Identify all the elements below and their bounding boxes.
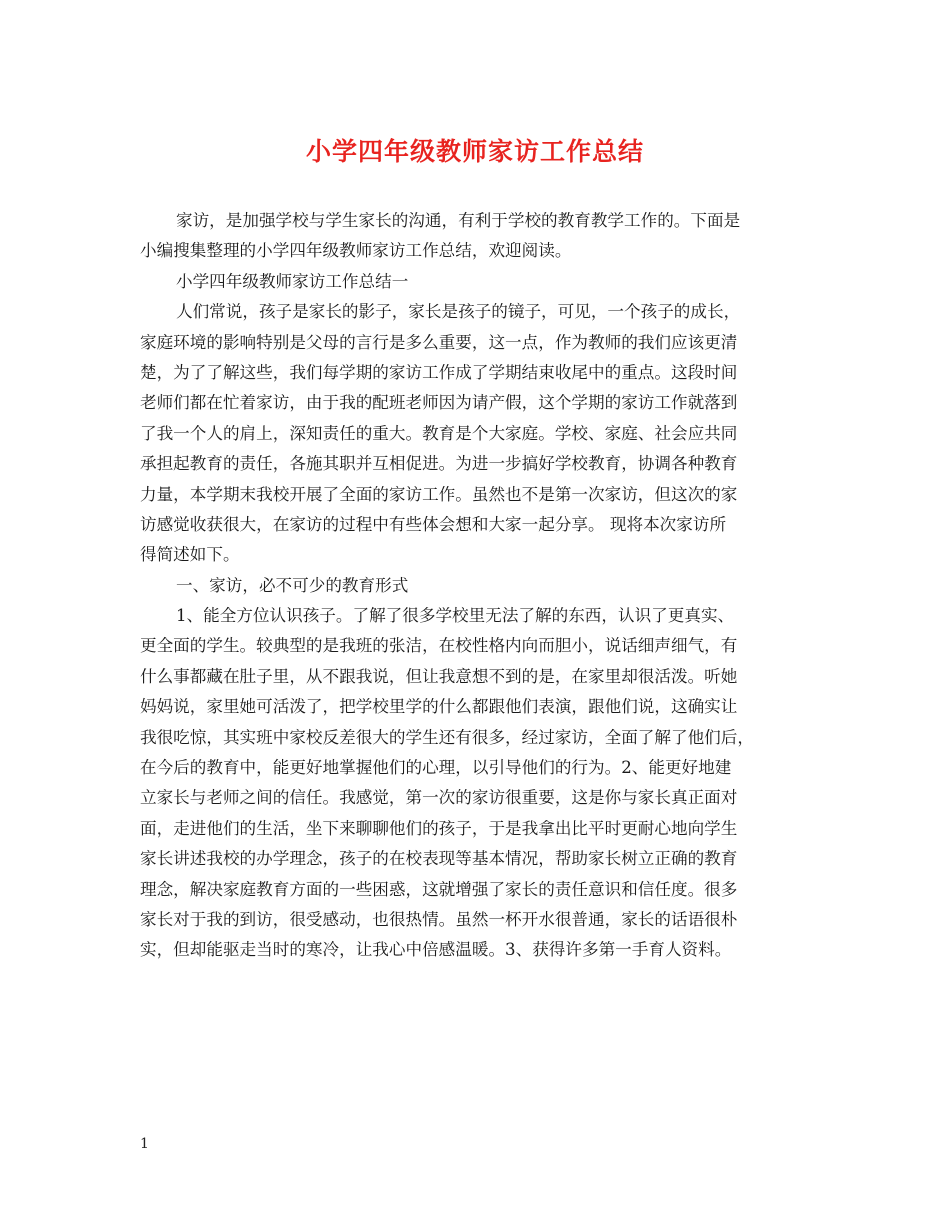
text-line: 我很吃惊，其实班中家校反差很大的学生还有很多，经过家访，全面了解了他们后， — [140, 727, 754, 747]
text-line: 1、能全方位认识孩子。了解了很多学校里无法了解的东西，认识了更真实、 — [176, 606, 735, 626]
text-line: 立家长与老师之间的信任。我感觉，第一次的家访很重要，这是你与家长真正面对 — [140, 788, 738, 808]
text-line: 小编搜集整理的小学四年级教师家访工作总结，欢迎阅读。 — [140, 241, 572, 261]
text-line: 了我一个人的肩上，深知责任的重大。教育是个大家庭。学校、家庭、社会应共同 — [140, 423, 738, 443]
page-title: 小学四年级教师家访工作总结 — [305, 137, 644, 166]
text-line: 家庭环境的影响特别是父母的言行是多么重要，这一点，作为教师的我们应该更清 — [140, 332, 738, 352]
text-line: 得简述如下。 — [140, 545, 240, 565]
text-line: 在今后的教育中，能更好地掌握他们的心理，以引导他们的行为。2、能更好地建 — [140, 758, 732, 778]
text-line: 老师们都在忙着家访，由于我的配班老师因为请产假，这个学期的家访工作就落到 — [140, 393, 738, 413]
text-line: 妈妈说，家里她可活泼了，把学校里学的什么都跟他们表演，跟他们说，这确实让 — [140, 697, 738, 717]
text-line: 实，但却能驱走当时的寒冷，让我心中倍感温暖。3、获得许多第一手育人资料。 — [140, 940, 732, 960]
text-line: 家访，是加强学校与学生家长的沟通，有利于学校的教育教学工作的。下面是 — [176, 211, 741, 230]
text-line: 承担起教育的责任，各施其职并互相促进。为进一步搞好学校教育，协调各种教育 — [140, 454, 738, 474]
text-line: 家长对于我的到访，很受感动，也很热情。虽然一杯开水很普通，家长的话语很朴 — [140, 909, 738, 929]
text-line: 人们常说，孩子是家长的影子，家长是孩子的镜子，可见，一个孩子的成长， — [176, 302, 741, 322]
text-line: 力量，本学期末我校开展了全面的家访工作。虽然也不是第一次家访，但这次的家 — [140, 484, 738, 504]
text-line: 更全面的学生。较典型的是我班的张洁，在校性格内向而胆小，说话细声细气，有 — [140, 636, 738, 656]
text-line: 理念，解决家庭教育方面的一些困惑，这就增强了家长的责任意识和信任度。很多 — [140, 879, 738, 899]
text-line: 楚，为了了解这些，我们每学期的家访工作成了学期结束收尾中的重点。这段时间 — [140, 362, 738, 382]
text-line: 访感觉收获很大，在家访的过程中有些体会想和大家一起分享。 现将本次家访所 — [140, 514, 727, 534]
text-line: 一、家访，必不可少的教育形式 — [176, 575, 409, 595]
page-number: 1 — [140, 1136, 149, 1152]
text-line: 面，走进他们的生活，坐下来聊聊他们的孩子，于是我拿出比平时更耐心地向学生 — [140, 818, 738, 838]
text-line: 小学四年级教师家访工作总结一 — [176, 271, 409, 291]
text-line: 什么事都藏在肚子里，从不跟我说，但让我意想不到的是，在家里却很活泼。听她 — [140, 666, 738, 686]
text-line: 家长讲述我校的办学理念，孩子的在校表现等基本情况，帮助家长树立正确的教育 — [140, 849, 738, 869]
document-body — [140, 206, 820, 966]
